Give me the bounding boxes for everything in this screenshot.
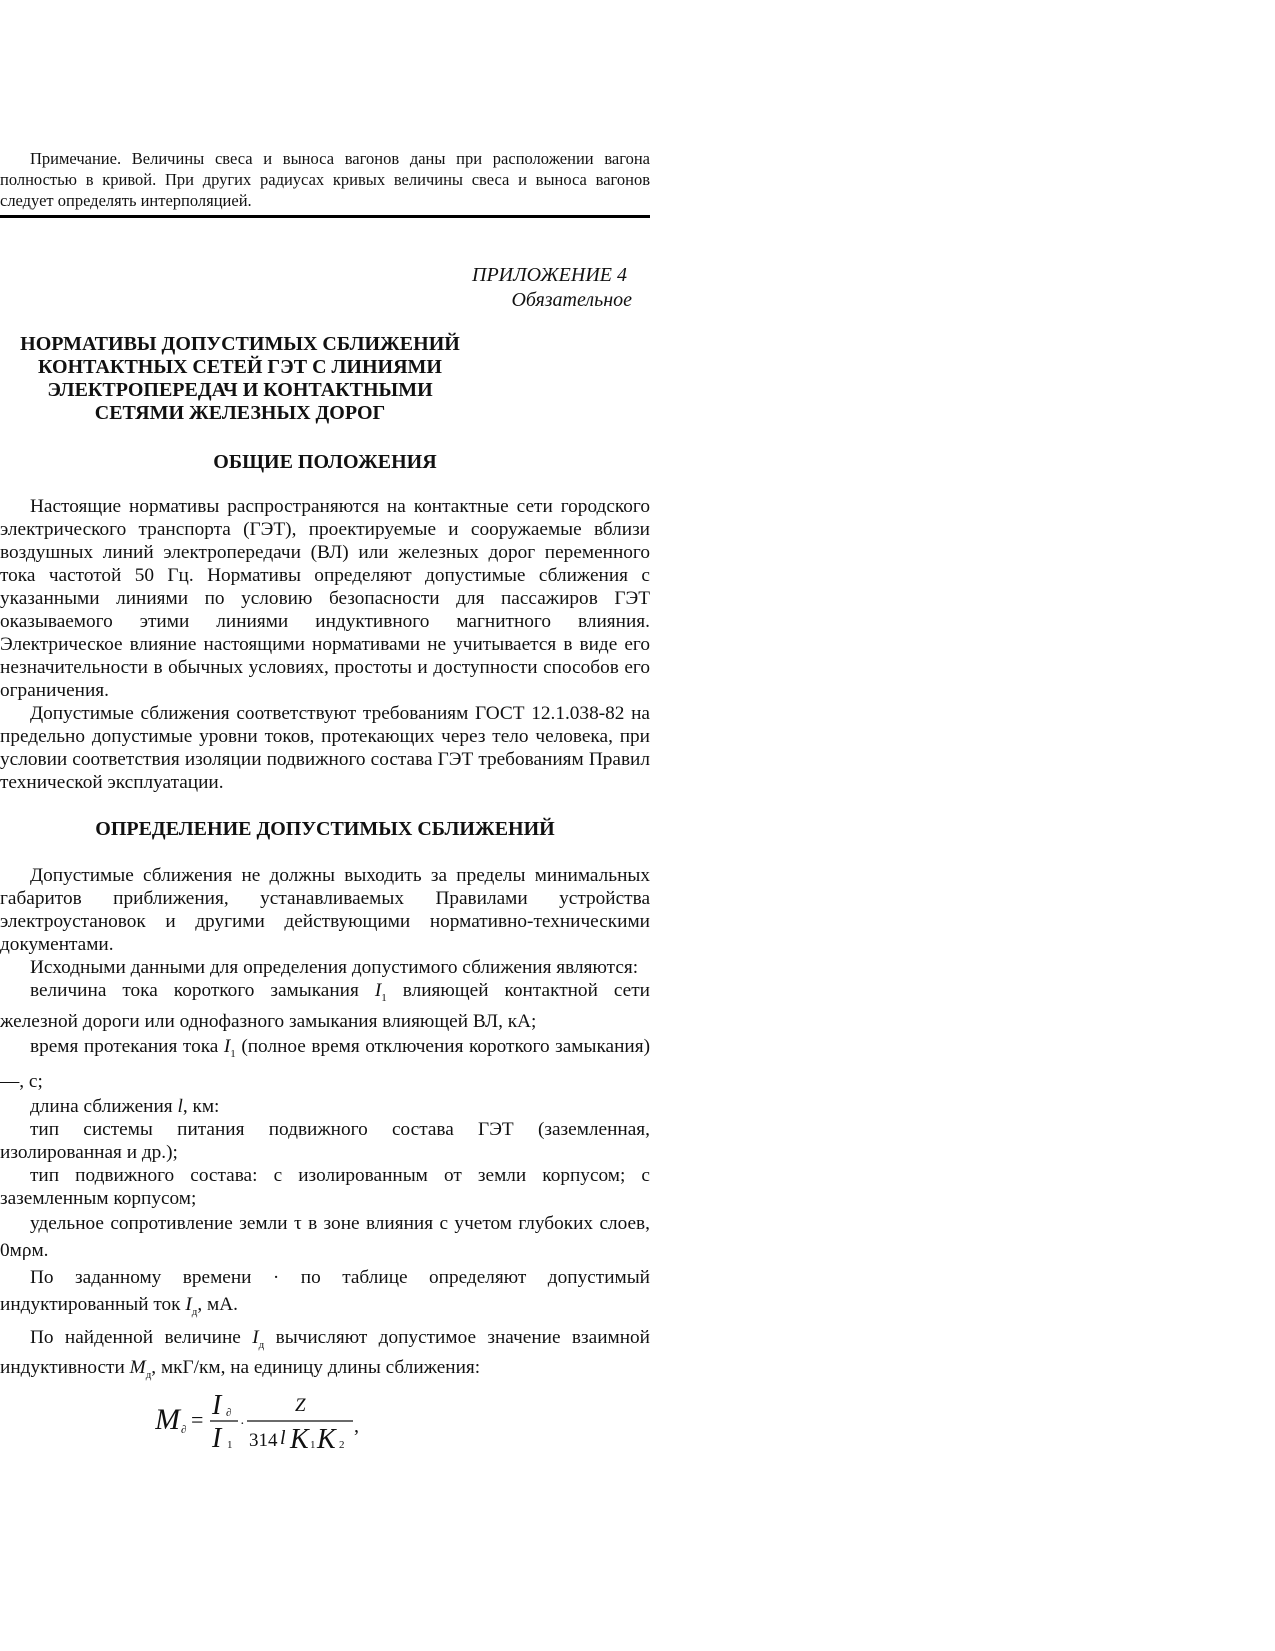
paragraph: тип подвижного состава: с изолированным от земли корпусом; с заземленным корпусом;: [0, 1164, 650, 1209]
appendix-label: ПРИЛОЖЕНИЕ 4: [472, 264, 627, 286]
paragraph: Исходными данными для определения допустимого сближения являются:: [30, 957, 639, 978]
formula-comma: ,: [354, 1415, 359, 1437]
formula-l: l: [280, 1427, 286, 1448]
formula-numerator-sub: ∂: [226, 1407, 232, 1419]
formula-K2: K: [317, 1424, 336, 1448]
formula-equals: =: [191, 1407, 204, 1432]
paragraph: Допустимые сближения не должны выходить за пределы минимальных габаритов приближения, устанавливаемых Правилами устройства электроустановок и другими действующими нормативно-техническими документами.: [0, 865, 650, 955]
title-line: СЕТЯМИ ЖЕЛЕЗНЫХ ДОРОГ: [94, 402, 386, 424]
formula-numerator-I: I: [212, 1390, 222, 1421]
paragraph: величина тока короткого замыкания $I_1$ влияющей контактной сети железной дороги или однофазного замыкания влияющей ВЛ, кА;: [0, 980, 650, 1032]
define-section-body: [0, 864, 650, 1387]
paragraph: Настоящие нормативы распространяются на контактные сети городского электрического транспорта (ГЭТ), проектируемые и сооружаемые вблизи воздушных линий электропередачи (ВЛ) или железных дорог переменного тока частотой 50 Гц. Нормативы определяют допустимые сближения с указанными линиями по условию безопасности для пассажиров ГЭТ оказываемого этими линиями индуктивного магнитного влияния. Электрическое влияние настоящими нормативами не учитывается в виде его незначительности в обычных условиях, простоты и доступности способов его ограничения.: [0, 496, 650, 701]
paragraph: длина сближения l, км:: [30, 1095, 220, 1117]
title-line: НОРМАТИВЫ ДОПУСТИМЫХ СБЛИЖЕНИЙ: [20, 333, 460, 355]
formula-K1-sub: 1: [310, 1439, 316, 1448]
appendix-header: [0, 263, 632, 313]
title-line: КОНТАКТНЫХ СЕТЕЙ ГЭТ С ЛИНИЯМИ: [38, 356, 442, 378]
paragraph: По заданному времени · по таблице определяют допустимый индуктированный ток $I_д$, мА.: [0, 1266, 650, 1318]
section-heading-general: ОБЩИЕ ПОЛОЖЕНИЯ: [213, 451, 437, 473]
mutual-inductance-formula: [155, 1388, 395, 1448]
formula-denominator-sub: 1: [227, 1439, 233, 1448]
formula-K2-sub: 2: [339, 1439, 345, 1448]
paragraph: тип системы питания подвижного состава ГЭТ (заземленная, изолированная и др.);: [0, 1118, 650, 1163]
general-section-body: [0, 495, 650, 794]
paragraph: Допустимые сближения соответствуют требованиям ГОСТ 12.1.038-82 на предельно допустимые уровни токов, протекающих через тело человека, при условии соответствия изоляции подвижного состава ГЭТ требованиям Правил технической эксплуатации.: [0, 703, 650, 793]
paragraph: По найденной величине $I_д$ вычисляют допустимое значение взаимной индуктивности $M_д$, мкГ/км, на единицу длины сближения:: [0, 1326, 650, 1382]
formula-Z: Z: [295, 1395, 306, 1416]
formula-K1: K: [290, 1424, 309, 1448]
paragraph: время протекания тока $I_1$ (полное время отключения короткого замыкания) —, с;: [0, 1035, 650, 1092]
document-title: [0, 333, 480, 425]
section-heading-define: ОПРЕДЕЛЕНИЕ ДОПУСТИМЫХ СБЛИЖЕНИЙ: [95, 818, 555, 840]
formula-denominator-I: I: [212, 1423, 222, 1448]
formula-dot: ·: [240, 1417, 245, 1432]
formula-sub-d: ∂: [181, 1424, 187, 1436]
note-text: Примечание. Величины свеса и выноса вагонов даны при расположении вагона полностью в кривой. При других радиусах кривых величины свеса и выноса вагонов следует определять интерполяцией.: [0, 149, 650, 210]
section-divider: [0, 215, 650, 218]
table-note: [0, 148, 650, 211]
appendix-status: Обязательное: [511, 289, 632, 311]
title-line: ЭЛЕКТРОПЕРЕДАЧ И КОНТАКТНЫМИ: [47, 379, 433, 401]
formula-M: M: [155, 1403, 180, 1436]
formula-314: 314: [249, 1430, 278, 1448]
paragraph: удельное сопротивление земли τ в зоне влияния с учетом глубоких слоев, 0мρм.: [0, 1212, 650, 1261]
